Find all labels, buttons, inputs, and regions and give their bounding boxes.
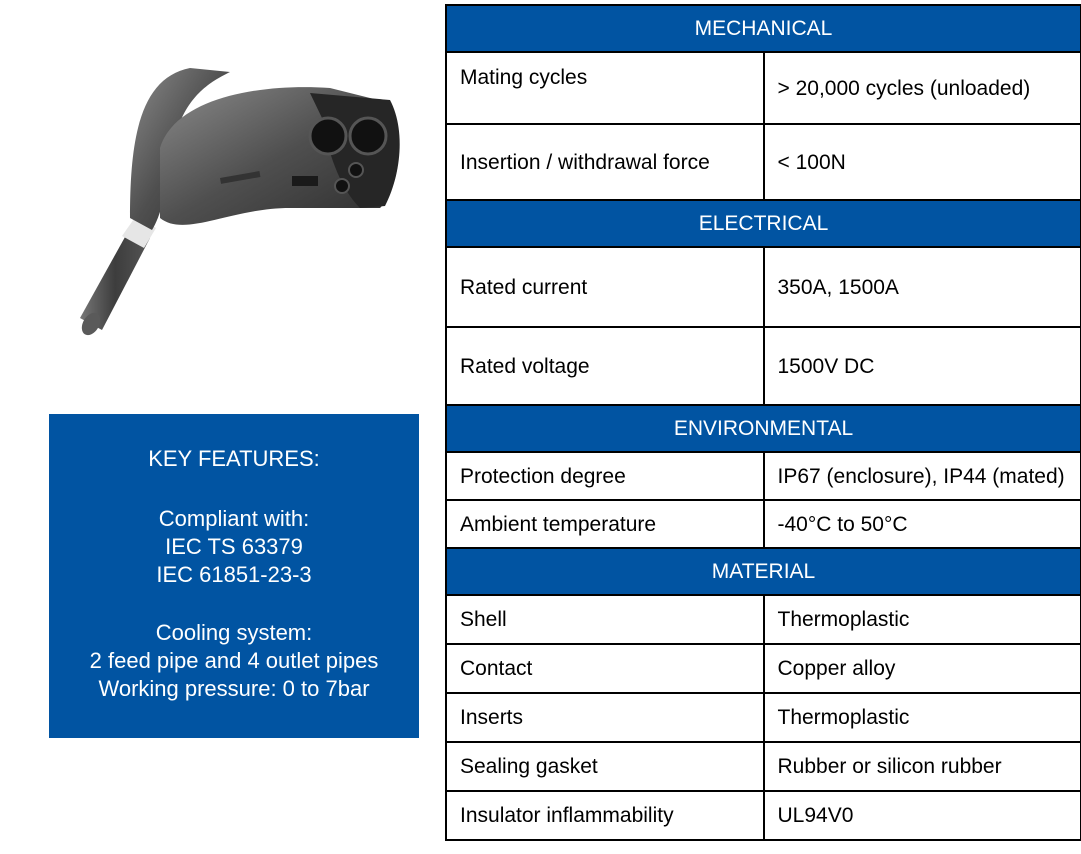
spec-label: Mating cycles [446, 52, 764, 124]
table-row [446, 452, 1081, 500]
table-row [446, 742, 1081, 791]
spec-label: Rated current [446, 247, 764, 327]
spec-label: Inserts [446, 693, 764, 742]
spec-label: Ambient temperature [446, 500, 764, 548]
spec-value: Thermoplastic [764, 693, 1081, 742]
spec-value: -40°C to 50°C [764, 500, 1081, 548]
spec-value: Thermoplastic [764, 595, 1081, 644]
key-features-panel [49, 414, 419, 738]
table-row [446, 644, 1081, 693]
table-row [446, 693, 1081, 742]
compliance-line: Compliant with: [158, 506, 310, 531]
spec-value: 350A, 1500A [764, 247, 1081, 327]
table-row [446, 791, 1081, 840]
table-row [446, 327, 1081, 405]
charging-connector-image [60, 58, 410, 338]
spec-value: > 20,000 cycles (unloaded) [764, 52, 1081, 124]
table-row [446, 52, 1081, 124]
compliance-line: IEC TS 63379 [165, 534, 303, 559]
compliance-group [49, 505, 419, 589]
spec-value: 1500V DC [764, 327, 1081, 405]
table-row [446, 247, 1081, 327]
cooling-line: Working pressure: 0 to 7bar [98, 676, 370, 701]
spec-value: UL94V0 [764, 791, 1081, 840]
spec-label: Rated voltage [446, 327, 764, 405]
spec-label: Shell [446, 595, 764, 644]
spec-label: Protection degree [446, 452, 764, 500]
section-mechanical: MECHANICAL [446, 5, 1081, 52]
cooling-group [49, 619, 419, 703]
spec-value: Copper alloy [764, 644, 1081, 693]
spec-value: < 100N [764, 124, 1081, 200]
spec-value: Rubber or silicon rubber [764, 742, 1081, 791]
spec-label: Contact [446, 644, 764, 693]
cooling-line: 2 feed pipe and 4 outlet pipes [89, 648, 379, 673]
table-row [446, 500, 1081, 548]
spec-label: Insulator inflammability [446, 791, 764, 840]
table-row [446, 124, 1081, 200]
table-row [446, 595, 1081, 644]
key-features-heading: KEY FEATURES: [148, 446, 320, 471]
spec-value: IP67 (enclosure), IP44 (mated) [764, 452, 1081, 500]
spec-table [445, 4, 1081, 841]
section-material: MATERIAL [446, 548, 1081, 595]
section-electrical: ELECTRICAL [446, 200, 1081, 247]
spec-label: Insertion / withdrawal force [446, 124, 764, 200]
section-environmental: ENVIRONMENTAL [446, 405, 1081, 452]
cooling-line: Cooling system: [155, 620, 313, 645]
compliance-line: IEC 61851-23-3 [156, 562, 312, 587]
spec-label: Sealing gasket [446, 742, 764, 791]
